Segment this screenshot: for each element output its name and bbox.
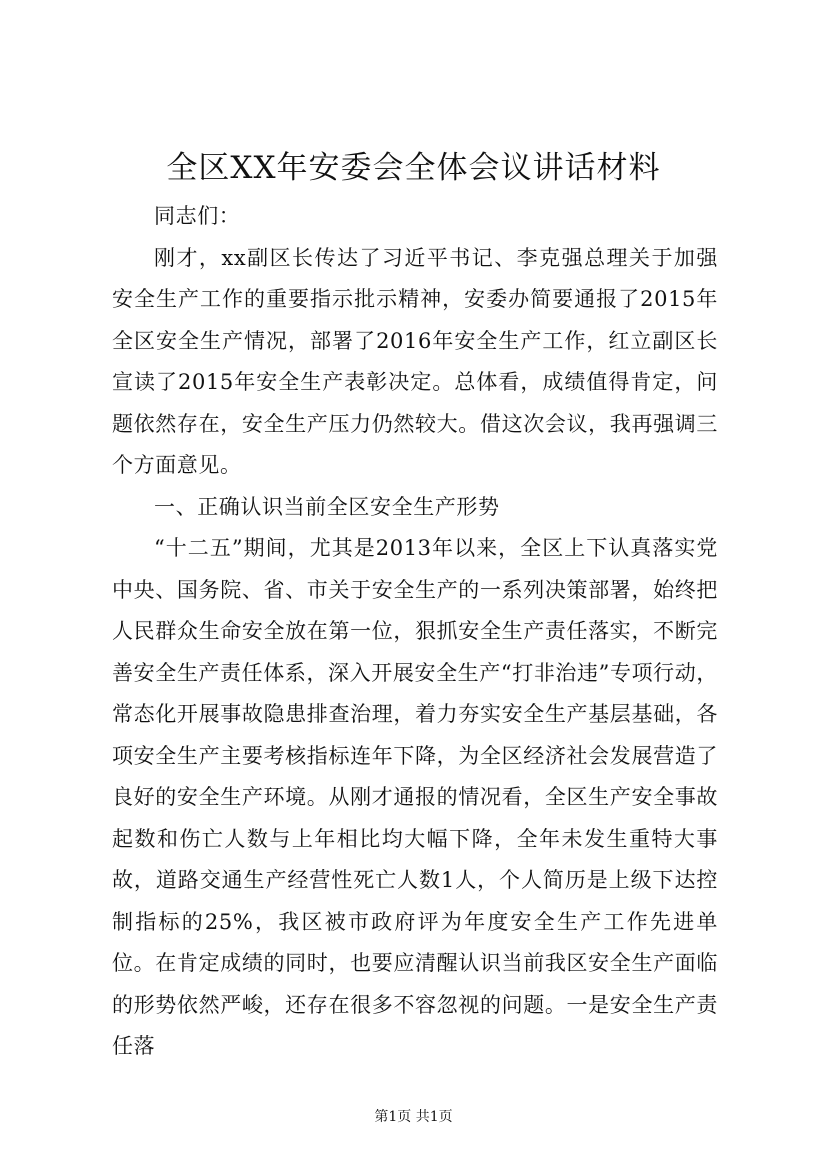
section-heading: 一、正确认识当前全区安全生产形势 [154, 494, 500, 519]
salutation-paragraph: 同志们： [154, 204, 241, 228]
intro-paragraph: 刚才，xx副区长传达了习近平书记、李克强总理关于加强安全生产工作的重要指示批示精神，安委办简要通报了2015年全区安全生产情况，部署了2016年安全生产工作，红立副区长宣读了2015年安全生产表彰决定。总体看，成绩值得肯定，问题依然存在，安全生产压力仍然较大。借这次会议，我再强调三个方面意见。 [112, 245, 718, 477]
section-paragraph: “十二五”期间，尤其是2013年以来，全区上下认真落实党中央、国务院、省、市关于安全生产的一系列决策部署，始终把人民群众生命安全放在第一位，狠抓安全生产责任落实，不断完善安全生产责任体系，深入开展安全生产“打非治违”专项行动，常态化开展事故隐患排查治理，着力夯实安全生产基层基础，各项安全生产主要考核指标连年下降，为全区经济社会发展营造了良好的安全生产环境。从刚才通报的情况看，全区生产安全事故起数和伤亡人数与上年相比均大幅下降，全年未发生重特大事故，道路交通生产经营性死亡人数1人，个人简历是上级下达控制指标的25%，我区被市政府评为年度安全生产工作先进单位。在肯定成绩的同时，也要应清醒认识当前我区安全生产面临的形势依然严峻，还存在很多不容忽视的问题。一是安全生产责任落 [112, 536, 718, 1058]
document-body [112, 196, 718, 1068]
document-title: 全区XX年安委会全体会议讲话材料 [166, 150, 661, 186]
page-footer: 第1页 共1页 [374, 1109, 453, 1125]
